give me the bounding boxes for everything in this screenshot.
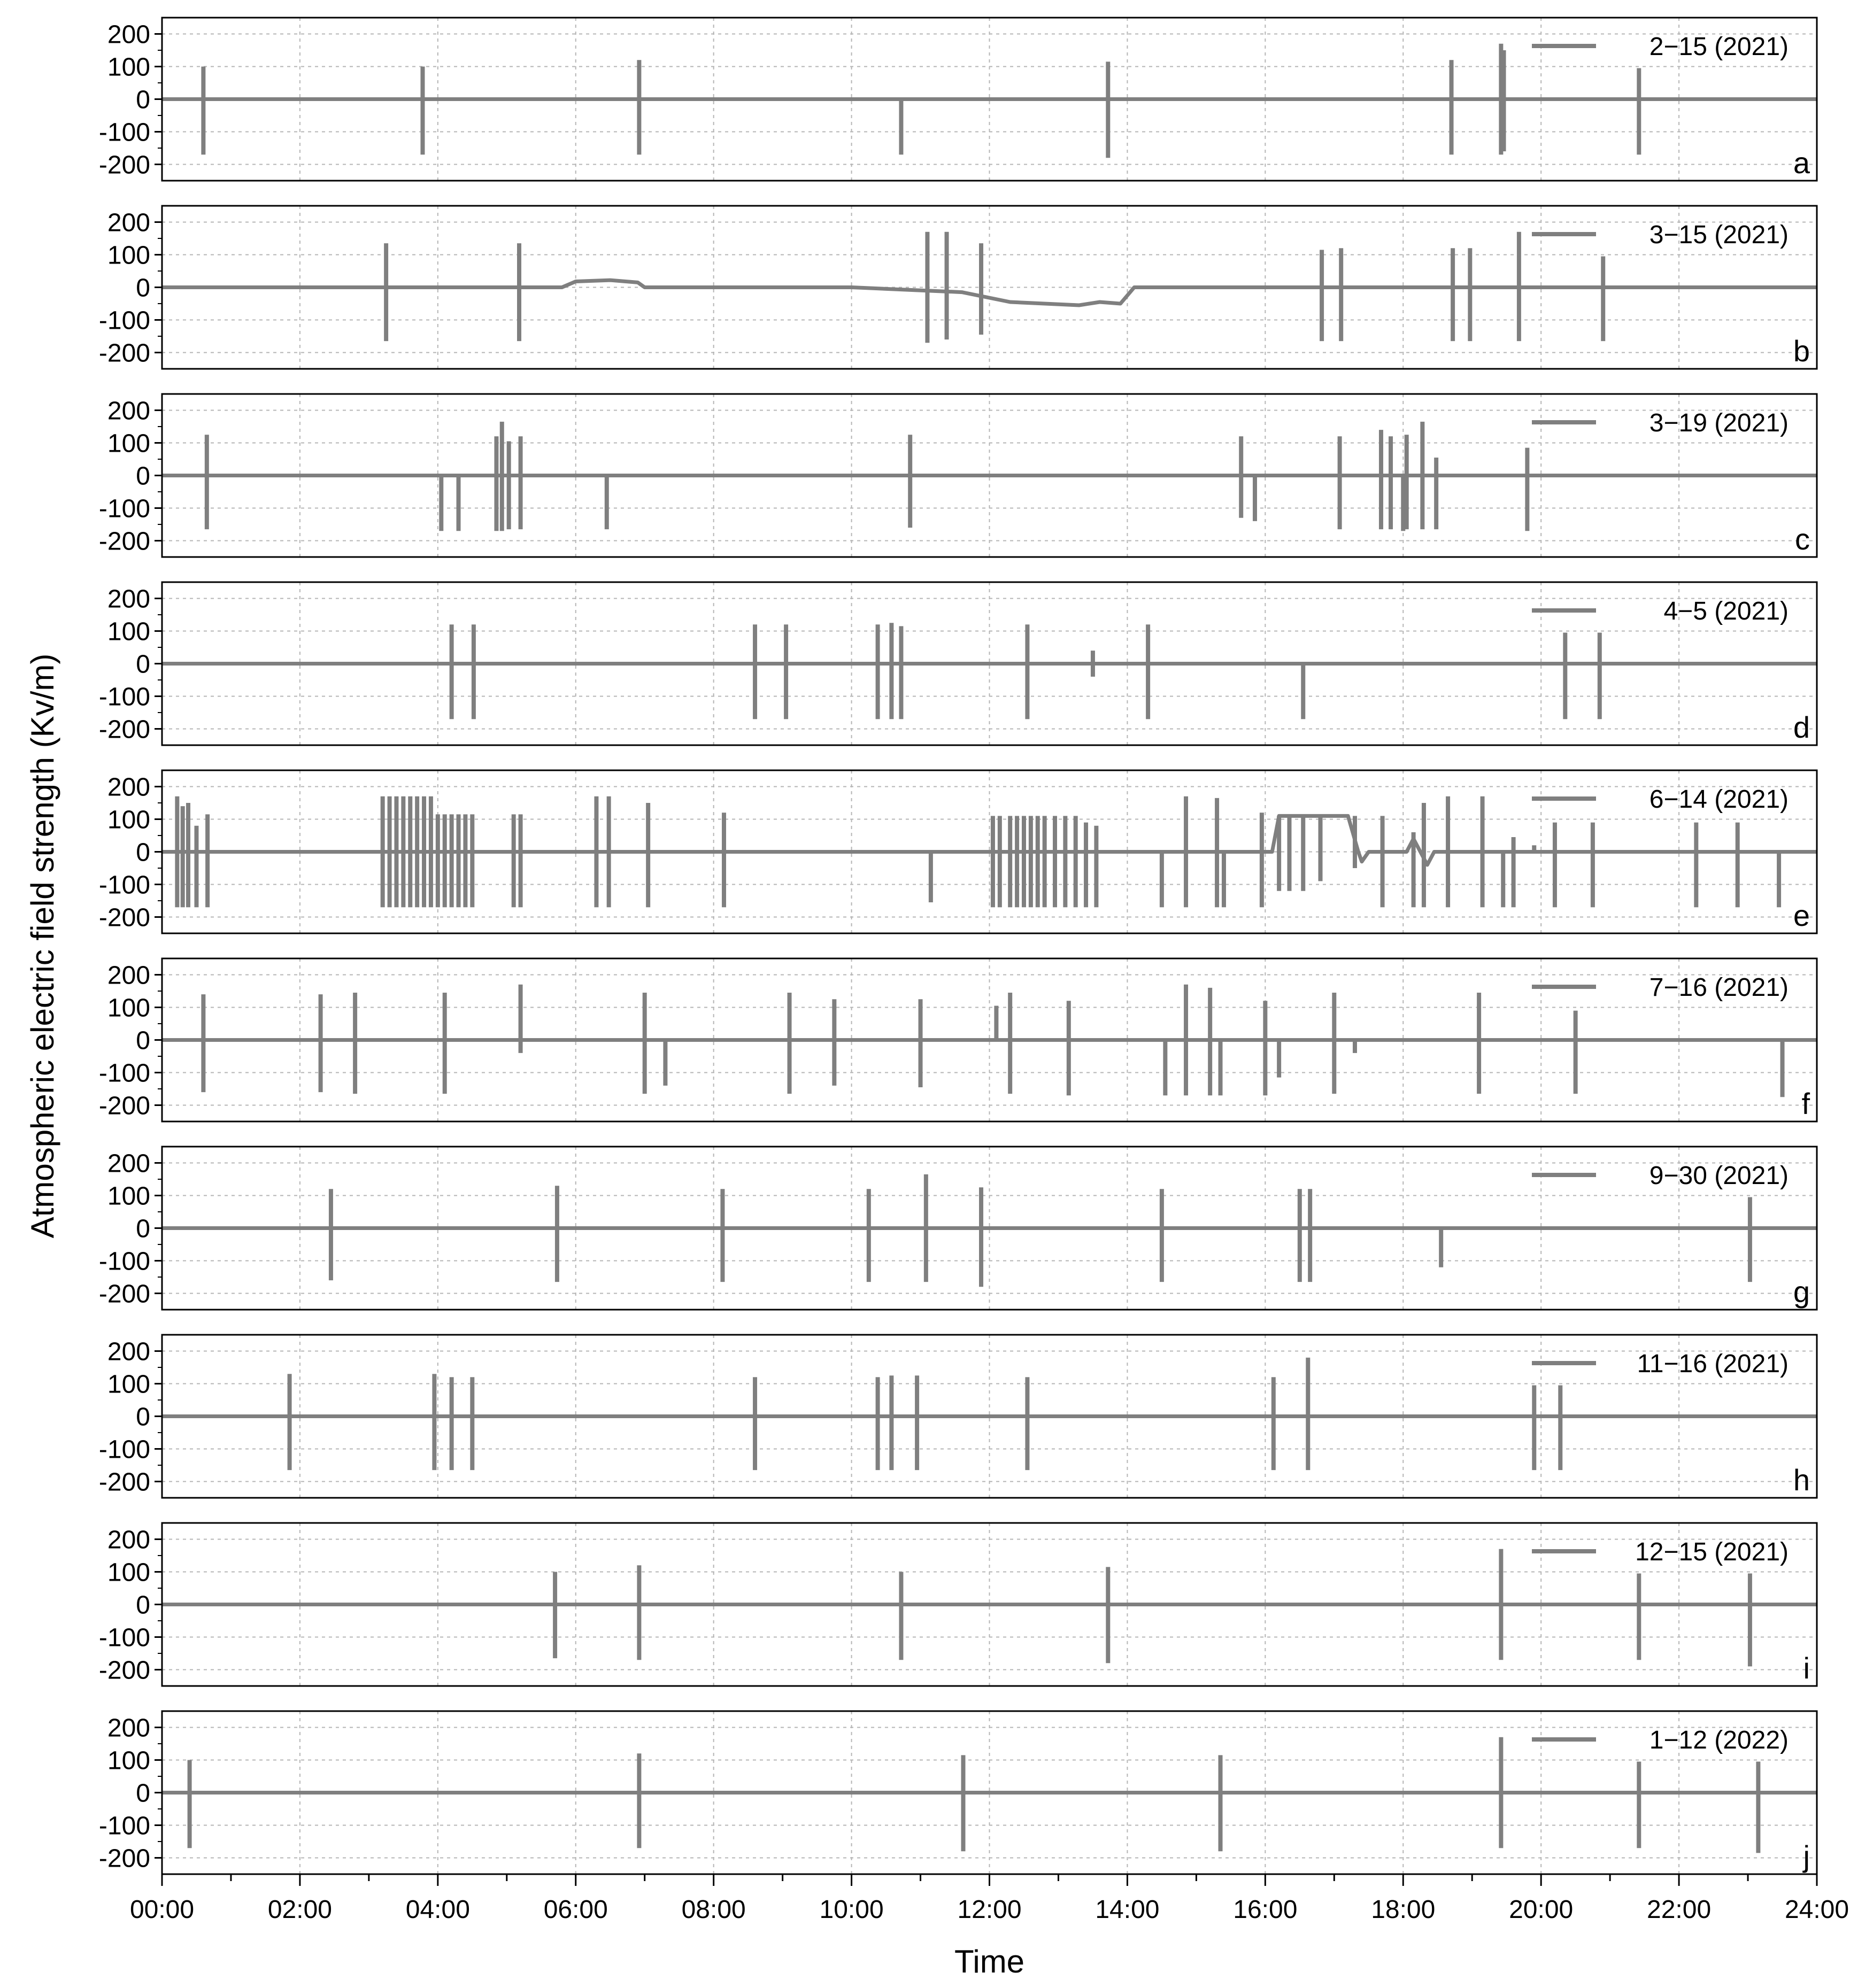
y-tick-label: 200 [107, 773, 150, 802]
panel-letter: e [1793, 899, 1810, 932]
y-tick-label: 200 [107, 20, 150, 49]
y-tick-label: 100 [107, 1746, 150, 1775]
y-tick-label: 100 [107, 1370, 150, 1399]
panel-d [99, 582, 1817, 745]
x-tick-label: 14:00 [1095, 1896, 1160, 1924]
y-tick-label: 0 [136, 274, 150, 303]
x-tick-label: 04:00 [405, 1896, 470, 1924]
y-tick-label: 100 [107, 617, 150, 646]
y-tick-label: 0 [136, 1026, 150, 1055]
panels-group [99, 18, 1817, 1874]
y-tick-label: -100 [98, 306, 150, 335]
x-tick-label: 16:00 [1233, 1896, 1298, 1924]
x-tick-label: 12:00 [957, 1896, 1022, 1924]
x-tick-label: 24:00 [1784, 1896, 1849, 1924]
y-tick-label: 0 [136, 1215, 150, 1243]
y-tick-label: -100 [98, 494, 150, 523]
y-tick-label: 0 [136, 650, 150, 679]
panel-i [99, 1523, 1817, 1686]
panel-h [99, 1335, 1817, 1498]
y-tick-label: 100 [107, 1182, 150, 1211]
y-tick-label: 200 [107, 585, 150, 614]
y-tick-label: 100 [107, 241, 150, 270]
x-tick-label: 08:00 [681, 1896, 746, 1924]
y-tick-label: -100 [98, 1059, 150, 1088]
panel-c [99, 394, 1817, 557]
x-tick-label: 22:00 [1647, 1896, 1712, 1924]
y-tick-label: 200 [107, 1526, 150, 1554]
y-tick-label: 100 [107, 1558, 150, 1587]
x-axis-title: Time [954, 1944, 1025, 1979]
panel-b [99, 206, 1817, 369]
panel-letter: a [1793, 146, 1810, 180]
y-tick-label: 200 [107, 961, 150, 990]
legend-label: 3−19 (2021) [1649, 409, 1789, 437]
panel-g [99, 1147, 1817, 1310]
panel-j [99, 1711, 1817, 1874]
panel-letter: g [1793, 1275, 1810, 1309]
y-tick-label: -200 [98, 527, 150, 556]
y-tick-label: -200 [98, 903, 150, 932]
x-axis [130, 1874, 1849, 1924]
legend-label: 2−15 (2021) [1649, 33, 1789, 61]
y-tick-label: -200 [98, 715, 150, 744]
panel-letter: c [1795, 522, 1810, 556]
y-tick-label: -100 [98, 871, 150, 900]
y-tick-label: -100 [98, 1435, 150, 1464]
panel-letter: b [1793, 334, 1810, 368]
y-tick-label: 200 [107, 397, 150, 426]
y-tick-label: -100 [98, 1623, 150, 1652]
y-tick-label: -200 [98, 1468, 150, 1497]
legend-label: 4−5 (2021) [1663, 597, 1789, 625]
y-tick-label: 0 [136, 1591, 150, 1620]
panel-f [99, 958, 1817, 1121]
legend-label: 3−15 (2021) [1649, 221, 1789, 249]
y-tick-label: 200 [107, 1337, 150, 1366]
x-tick-label: 00:00 [129, 1896, 195, 1924]
y-tick-label: -200 [98, 151, 150, 180]
panel-letter: i [1803, 1651, 1810, 1685]
legend-label: 9−30 (2021) [1649, 1162, 1789, 1190]
panel-letter: d [1793, 710, 1810, 744]
y-tick-label: -100 [98, 118, 150, 147]
y-tick-label: -100 [98, 683, 150, 711]
panel-letter: f [1801, 1087, 1810, 1120]
y-tick-label: 0 [136, 462, 150, 491]
legend-label: 12−15 (2021) [1635, 1538, 1789, 1566]
panel-e [99, 770, 1817, 933]
y-tick-label: 200 [107, 1149, 150, 1178]
y-tick-label: -100 [98, 1247, 150, 1276]
y-tick-label: -200 [98, 1656, 150, 1685]
y-tick-label: 0 [136, 1779, 150, 1808]
y-tick-label: 200 [107, 208, 150, 237]
y-tick-label: 100 [107, 806, 150, 834]
x-tick-label: 18:00 [1371, 1896, 1436, 1924]
x-tick-label: 20:00 [1509, 1896, 1574, 1924]
y-tick-label: 0 [136, 86, 150, 114]
y-tick-label: 100 [107, 429, 150, 458]
x-tick-label: 06:00 [543, 1896, 608, 1924]
y-tick-label: -200 [98, 1280, 150, 1309]
panel-a [99, 18, 1817, 181]
y-tick-label: 0 [136, 838, 150, 867]
y-tick-label: 100 [107, 994, 150, 1023]
y-tick-label: -200 [98, 1844, 150, 1873]
legend-label: 7−16 (2021) [1649, 973, 1789, 1002]
y-tick-label: 0 [136, 1403, 150, 1432]
x-tick-label: 02:00 [267, 1896, 332, 1924]
legend-label: 6−14 (2021) [1649, 785, 1789, 814]
legend-label: 11−16 (2021) [1637, 1350, 1789, 1378]
y-axis-title: Atmospheric electric field strength (Kv/m) [25, 653, 60, 1239]
y-tick-label: -200 [98, 339, 150, 368]
panel-letter: h [1793, 1463, 1810, 1497]
y-tick-label: -200 [98, 1092, 150, 1120]
y-tick-label: 100 [107, 53, 150, 82]
panel-letter: j [1803, 1839, 1810, 1873]
y-tick-label: -100 [98, 1812, 150, 1840]
legend-label: 1−12 (2022) [1649, 1726, 1789, 1754]
x-tick-label: 10:00 [819, 1896, 884, 1924]
y-tick-label: 200 [107, 1714, 150, 1743]
